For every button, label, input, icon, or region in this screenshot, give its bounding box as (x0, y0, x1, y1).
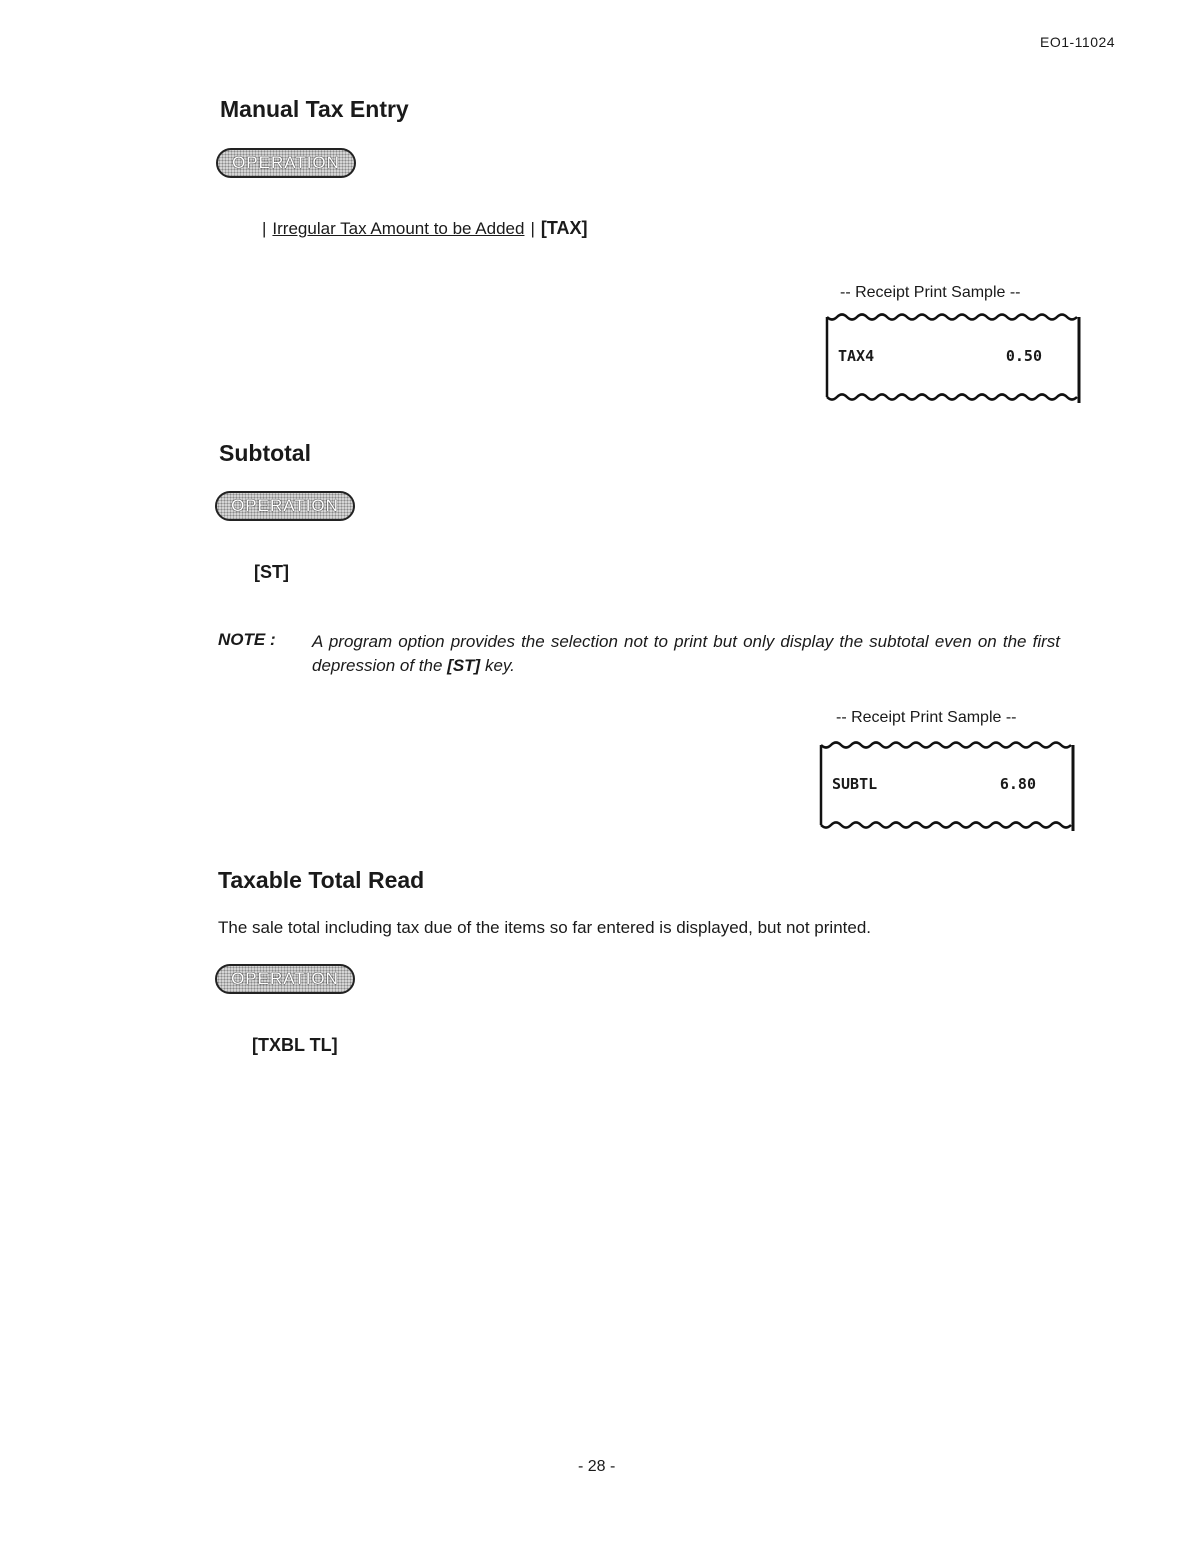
note-text-after: key. (484, 656, 515, 675)
operation-badge-subtotal: OPERATION (215, 491, 355, 521)
page-number: - 28 - (578, 1458, 616, 1475)
manual-tax-entry-line (262, 218, 588, 239)
subtotal-note (218, 630, 1060, 678)
st-key: [ST] (254, 562, 289, 582)
section-title-taxable-total: Taxable Total Read (218, 867, 425, 893)
receipt-label-subtotal: SUBTL (832, 775, 878, 793)
entry-bar-left: | (262, 219, 267, 238)
taxable-total-description: The sale total including tax due of the items so far entered is displayed, but not printed. (218, 918, 871, 937)
section-title-manual-tax: Manual Tax Entry (220, 96, 409, 122)
operation-badge-taxable-total: OPERATION (215, 964, 355, 994)
entry-bar-right: | (530, 219, 535, 238)
manual-tax-entry-text: Irregular Tax Amount to be Added (272, 219, 525, 238)
note-text (312, 630, 1060, 678)
receipt-amount-tax: 0.50 (1005, 347, 1042, 365)
document-number: EO1-11024 (1040, 34, 1116, 50)
txbl-tl-key: [TXBL TL] (252, 1035, 338, 1055)
note-key: [ST] (447, 656, 481, 675)
receipt-label-tax: TAX4 (838, 347, 875, 365)
receipt-line-tax (838, 347, 1042, 365)
receipt-sample-caption-tax: -- Receipt Print Sample -- (840, 284, 1021, 301)
receipt-sample-tax (824, 313, 1082, 403)
operation-badge-manual-tax: OPERATION (216, 148, 356, 178)
receipt-amount-subtotal: 6.80 (999, 775, 1036, 793)
tax-key: [TAX] (540, 218, 588, 238)
note-text-before: A program option provides the selection not to print but only display the subtotal even on the first depression of the (312, 632, 1060, 675)
receipt-sample-subtotal (818, 741, 1076, 831)
receipt-sample-caption-subtotal: -- Receipt Print Sample -- (836, 709, 1017, 726)
note-label: NOTE : (218, 630, 276, 649)
section-title-subtotal: Subtotal (219, 440, 311, 466)
receipt-line-subtotal (832, 775, 1036, 793)
